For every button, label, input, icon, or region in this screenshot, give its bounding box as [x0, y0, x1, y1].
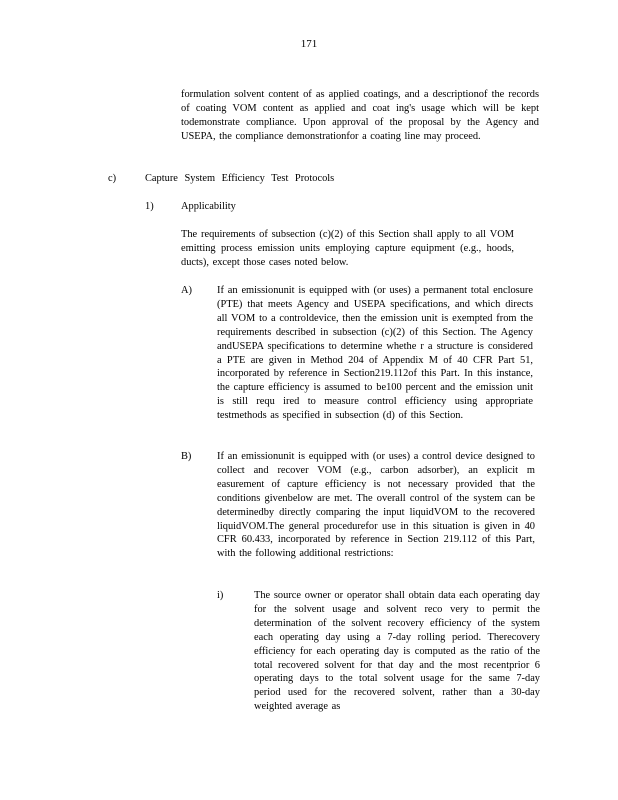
subsection-1-intro: The requirements of subsection (c)(2) of this Section shall apply to all VOM emitting process emission units employing capture equipment (e.g., hoods, ducts), except those cases noted below. [181, 229, 514, 268]
item-a-text: If an emissionunit is equipped with (or uses) a permanent total enclosure (PTE) that meets Agency and USEPA specifications, and which directs all VOM to a controldevice, then the emission unit is exempted from the requirements described in subsection (c)(2) of this Section. The Agency andUSEPA specifications to determine whethe r a structure is considered a PTE are given in Method 204 of Appendix M of 40 CFR Part 51, incorporated by reference in Section219.112of this Part. In this instance, the capture efficiency is assumed to be100 percent and the emission unit is still requ ired to measure control efficiency using appropriate testmethods as specified in subsection (d) of this Section. [217, 285, 533, 422]
continuation-paragraph: formulation solvent content of as applied coatings, and a descriptionof the records of coating VOM content as applied and coat ing's usage which will be kept todemonstrate compliance. Upon approval of the proposal by the Agency and USEPA, the compliance demonstrationfor a coating line may proceed. [181, 89, 539, 142]
item-i-label: i) [217, 590, 224, 601]
subsection-1-label: 1) [145, 201, 154, 212]
item-b-label: B) [181, 451, 192, 462]
item-i-text: The source owner or operator shall obtain data each operating day for the solvent usage and solvent reco very to permit the determination of the solvent recovery efficiency of the system each operating day using a 7-day rolling period. Therecovery efficiency for each operating day is computed as the ratio of the total recovered solvent for that day and the most recentprior 6 operating days to the total solvent usage for the same 7-day period used for the recovered solvent, rather than a 30-day weighted average as [254, 590, 540, 713]
page-number: 171 [300, 38, 318, 50]
section-c-label: c) [108, 173, 117, 184]
item-b-text: If an emissionunit is equipped with (or uses) a control device designed to collect and recover VOM (e.g., carbon adsorber), an explicit m easurement of capture efficiency is not necessary provided that the conditions givenbelow are met. The overall control of the system can be determinedby directly comparing the input liquidVOM to the recovered liquidVOM.The general procedurefor use in this situation is given in 40 CFR 60.433, incorporated by reference in Section 219.112 of this Part, with the following additional restrictions: [217, 451, 535, 560]
section-c-title: Capture System Efficiency Test Protocols [145, 173, 335, 184]
subsection-1-title: Applicability [181, 201, 236, 212]
item-a-label: A) [181, 285, 192, 296]
